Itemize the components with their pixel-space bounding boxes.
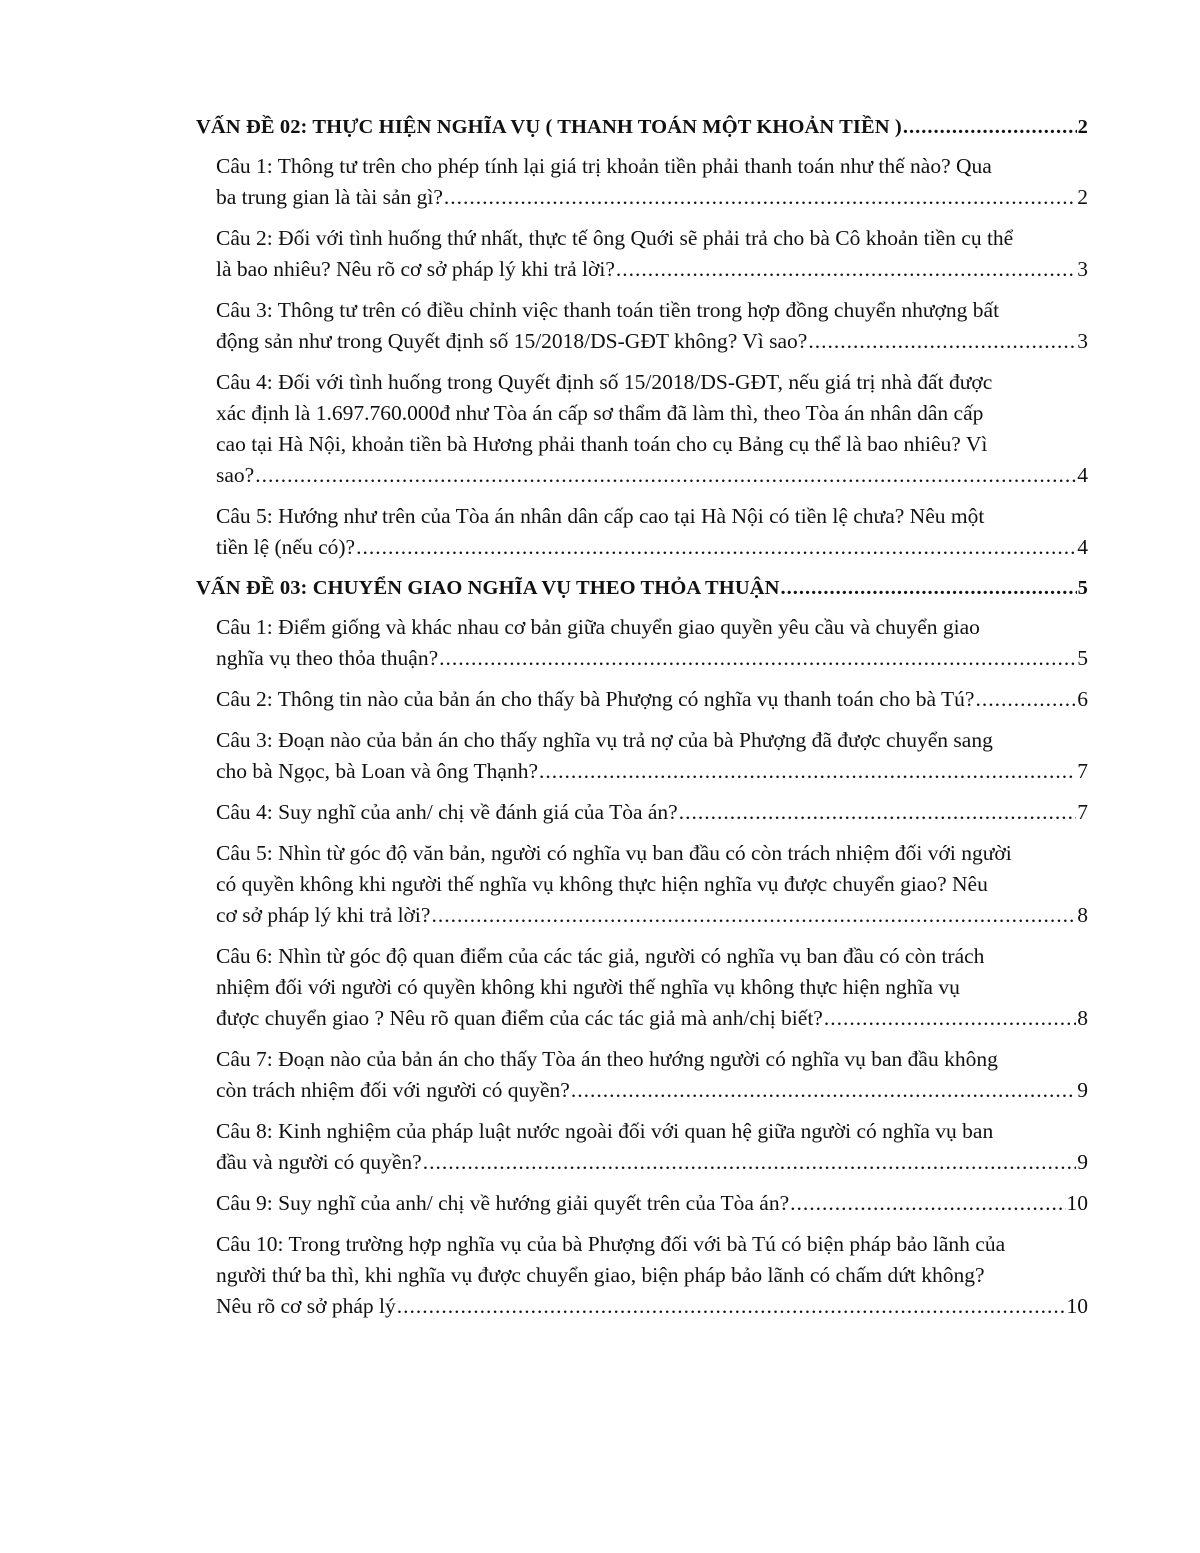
toc-entry-line: Câu 3: Thông tư trên có điều chỉnh việc thanh toán tiền trong hợp đồng chuyển nhượng bất bbox=[216, 298, 1000, 322]
toc-entry-last-line bbox=[196, 573, 1088, 604]
toc-entry-line: Câu 6: Nhìn từ góc độ quan điểm của các tác giả, người có nghĩa vụ ban đầu có còn trách bbox=[216, 944, 985, 968]
toc-page-number: 5 bbox=[1077, 646, 1088, 670]
dot-leader bbox=[824, 1003, 1076, 1034]
toc-entry-last-line bbox=[216, 182, 1088, 213]
toc-entry-line: Câu 5: Hướng như trên của Tòa án nhân dân cấp cao tại Hà Nội có tiền lệ chưa? Nêu một bbox=[216, 504, 985, 528]
toc-entry-last-line bbox=[216, 460, 1088, 491]
toc-entry-text: nghĩa vụ theo thỏa thuận? bbox=[216, 646, 439, 670]
toc-entry-last-line bbox=[216, 1147, 1088, 1178]
toc-entry-text: ba trung gian là tài sản gì? bbox=[216, 185, 443, 209]
dot-leader bbox=[975, 684, 1076, 715]
toc-entry-last-line bbox=[216, 326, 1088, 357]
toc-section-entry[interactable] bbox=[196, 573, 1088, 604]
toc-entry-last-line bbox=[216, 900, 1088, 931]
toc-page-number: 9 bbox=[1077, 1150, 1088, 1174]
toc-entry-text: Câu 4: Suy nghĩ của anh/ chị về đánh giá của Tòa án? bbox=[216, 800, 678, 824]
toc-entry-text: được chuyển giao ? Nêu rõ quan điểm của các tác giả mà anh/chị biết? bbox=[216, 1006, 823, 1030]
toc-entry-text: cho bà Ngọc, bà Loan và ông Thạnh? bbox=[216, 759, 538, 783]
toc-entry-line: có quyền không khi người thế nghĩa vụ không thực hiện nghĩa vụ được chuyển giao? Nêu bbox=[216, 872, 988, 896]
toc-entry-last-line bbox=[216, 797, 1088, 828]
toc-question-entry[interactable] bbox=[196, 1044, 1088, 1106]
toc-page-number: 6 bbox=[1077, 687, 1088, 711]
dot-leader bbox=[397, 1291, 1066, 1322]
toc-entry-text: động sản như trong Quyết định số 15/2018/DS-GĐT không? Vì sao? bbox=[216, 329, 808, 353]
dot-leader bbox=[356, 532, 1076, 563]
dot-leader bbox=[903, 112, 1077, 143]
toc-entry-text: tiền lệ (nếu có)? bbox=[216, 535, 356, 559]
toc-page-number: 4 bbox=[1077, 463, 1088, 487]
toc-entry-text: là bao nhiêu? Nêu rõ cơ sở pháp lý khi trả lời? bbox=[216, 257, 615, 281]
toc-page-number: 3 bbox=[1077, 329, 1088, 353]
toc-entry-line: Câu 5: Nhìn từ góc độ văn bản, người có nghĩa vụ ban đầu có còn trách nhiệm đối với người bbox=[216, 841, 1012, 865]
toc-entry-text: Nêu rõ cơ sở pháp lý bbox=[216, 1294, 396, 1318]
toc-entry-text: sao? bbox=[216, 463, 255, 487]
toc-entry-text: cơ sở pháp lý khi trả lời? bbox=[216, 903, 431, 927]
toc-page-number: 7 bbox=[1077, 759, 1088, 783]
toc-question-entry[interactable] bbox=[196, 1229, 1088, 1322]
toc-entry-last-line bbox=[216, 254, 1088, 285]
toc-entry-last-line bbox=[216, 1003, 1088, 1034]
toc-question-entry[interactable] bbox=[196, 151, 1088, 213]
toc-page-number: 7 bbox=[1077, 800, 1088, 824]
toc-entry-line: Câu 2: Đối với tình huống thứ nhất, thực tế ông Quới sẽ phải trả cho bà Cô khoản tiền cụ thể bbox=[216, 226, 1014, 250]
toc-page-number: 3 bbox=[1077, 257, 1088, 281]
toc-question-entry[interactable] bbox=[196, 501, 1088, 563]
toc-entry-last-line bbox=[216, 1291, 1088, 1322]
dot-leader bbox=[808, 326, 1076, 357]
toc-entry-last-line bbox=[216, 756, 1088, 787]
dot-leader bbox=[255, 460, 1076, 491]
toc-entry-last-line bbox=[216, 532, 1088, 563]
toc-entry-last-line bbox=[216, 1075, 1088, 1106]
toc-entry-text: VẤN ĐỀ 02: THỰC HIỆN NGHĨA VỤ ( THANH TOÁN MỘT KHOẢN TIỀN ) bbox=[196, 116, 902, 138]
toc-question-entry[interactable] bbox=[196, 1116, 1088, 1178]
toc-entry-line: xác định là 1.697.760.000đ như Tòa án cấp sơ thẩm đã làm thì, theo Tòa án nhân dân cấp bbox=[216, 401, 984, 425]
dot-leader bbox=[444, 182, 1076, 213]
toc-question-entry[interactable] bbox=[196, 725, 1088, 787]
toc-entry-line: nhiệm đối với người có quyền không khi người thế nghĩa vụ không thực hiện nghĩa vụ bbox=[216, 975, 960, 999]
toc-entry-line: Câu 8: Kinh nghiệm của pháp luật nước ngoài đối với quan hệ giữa người có nghĩa vụ ban bbox=[216, 1119, 994, 1143]
toc-entry-line: Câu 10: Trong trường hợp nghĩa vụ của bà Phượng đối với bà Tú có biện pháp bảo lãnh của bbox=[216, 1232, 1006, 1256]
toc-page-number: 5 bbox=[1077, 577, 1088, 599]
dot-leader bbox=[431, 900, 1076, 931]
toc-question-entry[interactable] bbox=[196, 941, 1088, 1034]
toc-page-number: 9 bbox=[1077, 1078, 1088, 1102]
toc-page-number: 8 bbox=[1077, 903, 1088, 927]
toc-question-entry[interactable] bbox=[196, 797, 1088, 828]
toc-entry-line: Câu 1: Điểm giống và khác nhau cơ bản giữa chuyển giao quyền yêu cầu và chuyển giao bbox=[216, 615, 980, 639]
table-of-contents bbox=[196, 112, 1088, 1332]
toc-question-entry[interactable] bbox=[196, 612, 1088, 674]
toc-question-entry[interactable] bbox=[196, 223, 1088, 285]
toc-entry-text: VẤN ĐỀ 03: CHUYỂN GIAO NGHĨA VỤ THEO THỎA THUẬN bbox=[196, 577, 780, 599]
toc-page-number: 2 bbox=[1077, 185, 1088, 209]
toc-entry-line: người thứ ba thì, khi nghĩa vụ được chuyển giao, biện pháp bảo lãnh có chấm dứt không? bbox=[216, 1263, 985, 1287]
toc-entry-line: Câu 1: Thông tư trên cho phép tính lại giá trị khoản tiền phải thanh toán như thế nào? Qua bbox=[216, 154, 992, 178]
dot-leader bbox=[781, 573, 1077, 604]
toc-entry-line: Câu 7: Đoạn nào của bản án cho thấy Tòa án theo hướng người có nghĩa vụ ban đầu không bbox=[216, 1047, 998, 1071]
toc-entry-text: Câu 9: Suy nghĩ của anh/ chị về hướng giải quyết trên của Tòa án? bbox=[216, 1191, 790, 1215]
dot-leader bbox=[571, 1075, 1076, 1106]
dot-leader bbox=[616, 254, 1076, 285]
toc-entry-text: còn trách nhiệm đối với người có quyền? bbox=[216, 1078, 570, 1102]
toc-question-entry[interactable] bbox=[196, 1188, 1088, 1219]
toc-page-number: 10 bbox=[1066, 1294, 1088, 1318]
toc-question-entry[interactable] bbox=[196, 295, 1088, 357]
dot-leader bbox=[539, 756, 1076, 787]
toc-question-entry[interactable] bbox=[196, 838, 1088, 931]
toc-entry-last-line bbox=[216, 684, 1088, 715]
toc-entry-line: Câu 3: Đoạn nào của bản án cho thấy nghĩa vụ trả nợ của bà Phượng đã được chuyển sang bbox=[216, 728, 993, 752]
toc-entry-last-line bbox=[196, 112, 1088, 143]
toc-question-entry[interactable] bbox=[196, 684, 1088, 715]
dot-leader bbox=[679, 797, 1077, 828]
toc-entry-line: Câu 4: Đối với tình huống trong Quyết định số 15/2018/DS-GĐT, nếu giá trị nhà đất được bbox=[216, 370, 993, 394]
dot-leader bbox=[423, 1147, 1077, 1178]
toc-entry-last-line bbox=[216, 1188, 1088, 1219]
toc-entry-text: đầu và người có quyền? bbox=[216, 1150, 422, 1174]
toc-entry-text: Câu 2: Thông tin nào của bản án cho thấy bà Phượng có nghĩa vụ thanh toán cho bà Tú? bbox=[216, 687, 975, 711]
toc-section-entry[interactable] bbox=[196, 112, 1088, 143]
toc-entry-line: cao tại Hà Nội, khoản tiền bà Hương phải thanh toán cho cụ Bảng cụ thể là bao nhiêu? Vì bbox=[216, 432, 988, 456]
toc-page-number: 4 bbox=[1077, 535, 1088, 559]
toc-entry-last-line bbox=[216, 643, 1088, 674]
dot-leader bbox=[790, 1188, 1065, 1219]
toc-page-number: 2 bbox=[1077, 116, 1088, 138]
toc-question-entry[interactable] bbox=[196, 367, 1088, 491]
dot-leader bbox=[439, 643, 1076, 674]
toc-page-number: 8 bbox=[1077, 1006, 1088, 1030]
toc-page-number: 10 bbox=[1066, 1191, 1088, 1215]
